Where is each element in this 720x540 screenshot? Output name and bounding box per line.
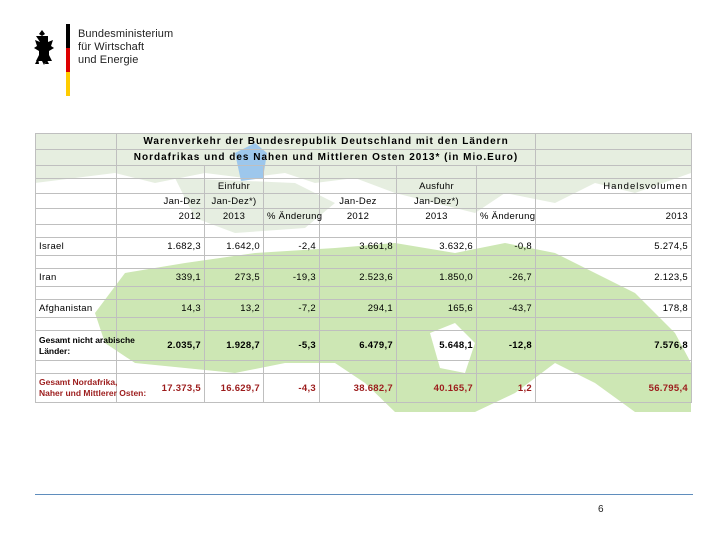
cell-handelsvolumen-2013: 178,8 bbox=[536, 300, 692, 318]
header-ausfuhr-2013: 2013 bbox=[397, 209, 477, 225]
cell-einfuhr-change: -4,3 bbox=[264, 374, 320, 403]
table-title-line1: Warenverkehr der Bundesrepublik Deutschland mit den Ländern bbox=[117, 134, 536, 150]
cell-einfuhr-2013: 1.642,0 bbox=[205, 238, 264, 256]
trade-table bbox=[35, 133, 692, 403]
subtotal-label-line1: Gesamt nicht arabische bbox=[39, 334, 135, 345]
cell-ausfuhr-change: -26,7 bbox=[477, 269, 536, 287]
subtotal-row bbox=[36, 331, 692, 361]
cell-ausfuhr-2013: 40.165,7 bbox=[397, 374, 477, 403]
footer-divider bbox=[35, 494, 693, 495]
page-number: 6 bbox=[598, 504, 604, 515]
total-label-line1: Gesamt Nordafrika, bbox=[39, 377, 118, 387]
row-label: Israel bbox=[36, 238, 117, 256]
header-einfuhr-prev-period: Jan-Dez bbox=[117, 194, 205, 209]
cell-ausfuhr-2013: 165,6 bbox=[397, 300, 477, 318]
header-einfuhr-change: % Änderung bbox=[264, 209, 320, 225]
ministry-logo bbox=[22, 22, 222, 96]
ministry-name-line: für Wirtschaft bbox=[78, 41, 145, 53]
national-colors-stripe bbox=[66, 24, 70, 96]
cell-ausfuhr-2012: 3.661,8 bbox=[320, 238, 397, 256]
header-einfuhr-curr-period: Jan-Dez*) bbox=[205, 194, 264, 209]
cell-ausfuhr-2012: 6.479,7 bbox=[320, 331, 397, 361]
cell-einfuhr-2012: 339,1 bbox=[117, 269, 205, 287]
cell-einfuhr-2013: 273,5 bbox=[205, 269, 264, 287]
cell-einfuhr-2013: 1.928,7 bbox=[205, 331, 264, 361]
cell-ausfuhr-change: -0,8 bbox=[477, 238, 536, 256]
header-einfuhr-2012: 2012 bbox=[117, 209, 205, 225]
cell-ausfuhr-2013: 5.648,1 bbox=[397, 331, 477, 361]
cell-einfuhr-2012: 14,3 bbox=[117, 300, 205, 318]
cell-einfuhr-2012: 2.035,7 bbox=[117, 331, 205, 361]
header-ausfuhr-curr-period: Jan-Dez*) bbox=[397, 194, 477, 209]
cell-ausfuhr-2012: 294,1 bbox=[320, 300, 397, 318]
ministry-name bbox=[78, 28, 173, 67]
cell-ausfuhr-change: -43,7 bbox=[477, 300, 536, 318]
header-ausfuhr-prev-period: Jan-Dez bbox=[320, 194, 397, 209]
cell-handelsvolumen-2013: 56.795,4 bbox=[536, 374, 692, 403]
cell-ausfuhr-2012: 2.523,6 bbox=[320, 269, 397, 287]
row-label: Iran bbox=[36, 269, 117, 287]
subtotal-label-line2: Länder: bbox=[39, 345, 71, 356]
cell-einfuhr-2012: 1.682,3 bbox=[117, 238, 205, 256]
cell-einfuhr-change: -5,3 bbox=[264, 331, 320, 361]
header-handelsvolumen-2013: 2013 bbox=[536, 209, 692, 225]
total-label-line2: Naher und Mittlerer Osten: bbox=[39, 388, 147, 398]
group-handelsvolumen: Handelsvolumen bbox=[536, 179, 692, 194]
subtotal-label bbox=[36, 331, 135, 361]
trade-table-area bbox=[35, 133, 691, 412]
ministry-name-line: und Energie bbox=[78, 54, 139, 66]
cell-ausfuhr-change: -12,8 bbox=[477, 331, 536, 361]
table-row bbox=[36, 300, 692, 318]
table-title-line2: Nordafrikas und des Nahen und Mittleren Osten 2013* (in Mio.Euro) bbox=[117, 150, 536, 166]
cell-ausfuhr-2013: 3.632,6 bbox=[397, 238, 477, 256]
table-row bbox=[36, 269, 692, 287]
cell-ausfuhr-2013: 1.850,0 bbox=[397, 269, 477, 287]
header-einfuhr-2013: 2013 bbox=[205, 209, 264, 225]
cell-ausfuhr-change: 1,2 bbox=[477, 374, 536, 403]
cell-handelsvolumen-2013: 2.123,5 bbox=[536, 269, 692, 287]
cell-handelsvolumen-2013: 7.576,8 bbox=[536, 331, 692, 361]
ministry-name-line: Bundesministerium bbox=[78, 28, 174, 40]
cell-ausfuhr-2012: 38.682,7 bbox=[320, 374, 397, 403]
total-row bbox=[36, 374, 692, 403]
header-ausfuhr-2012: 2012 bbox=[320, 209, 397, 225]
cell-handelsvolumen-2013: 5.274,5 bbox=[536, 238, 692, 256]
table-row bbox=[36, 238, 692, 256]
group-ausfuhr: Ausfuhr bbox=[397, 179, 477, 194]
cell-einfuhr-2012: 17.373,5 bbox=[117, 374, 205, 403]
cell-einfuhr-change: -19,3 bbox=[264, 269, 320, 287]
cell-einfuhr-2013: 16.629,7 bbox=[205, 374, 264, 403]
federal-eagle-icon bbox=[28, 28, 56, 68]
cell-einfuhr-2013: 13,2 bbox=[205, 300, 264, 318]
cell-einfuhr-change: -7,2 bbox=[264, 300, 320, 318]
group-einfuhr: Einfuhr bbox=[205, 179, 264, 194]
header-ausfuhr-change: % Änderung bbox=[477, 209, 536, 225]
cell-einfuhr-change: -2,4 bbox=[264, 238, 320, 256]
total-label bbox=[36, 374, 147, 403]
row-label: Afghanistan bbox=[36, 300, 117, 318]
